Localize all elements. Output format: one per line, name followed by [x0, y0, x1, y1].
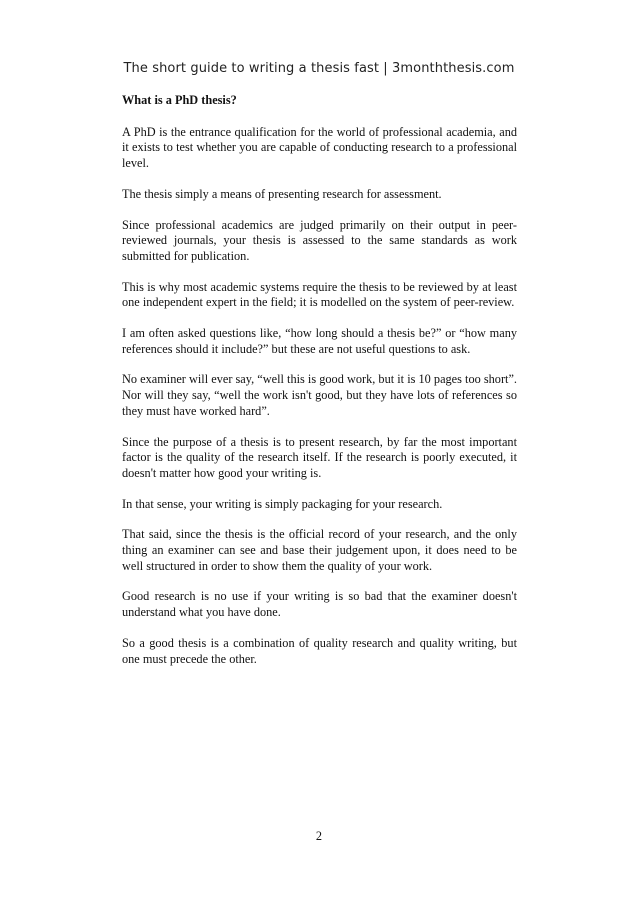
- body-text: [122, 93, 517, 682]
- paragraph: Since professional academics are judged primarily on their output in peer-reviewed journals, your thesis is assessed to the same standards as work submitted for publication.: [122, 217, 517, 263]
- paragraph: In that sense, your writing is simply packaging for your research.: [122, 496, 443, 511]
- running-header: The short guide to writing a thesis fast | 3monththesis.com: [123, 61, 515, 76]
- page-number: 2: [315, 829, 323, 843]
- paragraph: No examiner will ever say, “well this is good work, but it is 10 pages too short”. Nor will they say, “well the work isn't good, but they have lots of references so they must have worked hard”.: [122, 372, 517, 418]
- paragraph: Good research is no use if your writing is so bad that the examiner doesn't understand what you have done.: [122, 589, 517, 620]
- paragraph: So a good thesis is a combination of quality research and quality writing, but one must precede the other.: [122, 635, 517, 666]
- paragraph: Since the purpose of a thesis is to present research, by far the most important factor is the quality of the research itself. If the research is poorly executed, it doesn't matter how good your writing is.: [122, 434, 517, 480]
- paragraph: That said, since the thesis is the official record of your research, and the only thing an examiner can see and base their judgement upon, it does need to be well structured in order to show them the quality of your work.: [122, 527, 517, 573]
- paragraph: The thesis simply a means of presenting research for assessment.: [122, 186, 442, 201]
- section-heading: What is a PhD thesis?: [122, 93, 237, 107]
- paragraph: This is why most academic systems require the thesis to be reviewed by at least one independent expert in the field; it is modelled on the system of peer-review.: [122, 279, 517, 310]
- paragraph: I am often asked questions like, “how long should a thesis be?” or “how many references should it include?” but these are not useful questions to ask.: [122, 326, 517, 356]
- paragraph: A PhD is the entrance qualification for the world of professional academia, and it exists to test whether you are capable of conducting research to a professional level.: [122, 124, 517, 171]
